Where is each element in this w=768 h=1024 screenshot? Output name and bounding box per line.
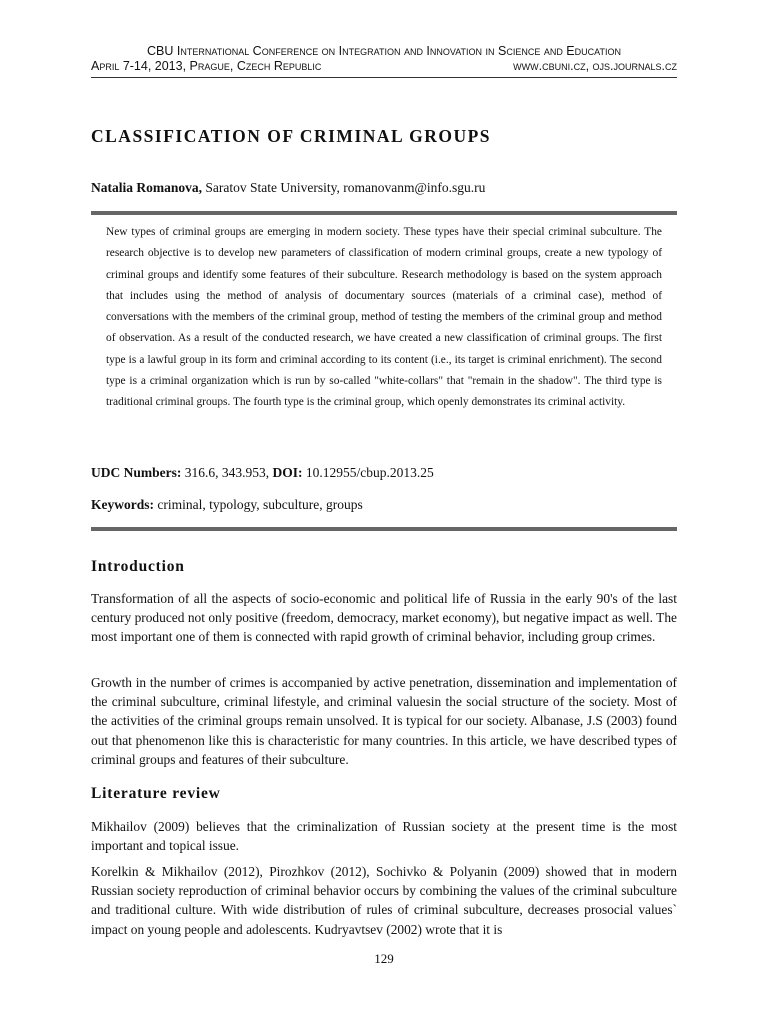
doi-label: DOI: [272, 465, 303, 480]
keywords-label: Keywords: [91, 497, 154, 512]
udc-line [91, 465, 434, 481]
author-name: Natalia Romanova, [91, 180, 202, 195]
abstract-bottom-rule [91, 527, 677, 531]
conference-website[interactable]: www.cbuni.cz, ojs.journals.cz [513, 59, 677, 73]
paper-title: CLASSIFICATION OF CRIMINAL GROUPS [91, 126, 492, 146]
abstract: New types of criminal groups are emerging in modern society. These types have their special criminal subculture. The research objective is to develop new parameters of classification of modern criminal groups, create a new typology of criminal groups and identify some features of their subculture. Research methodology is based on the system approach that includes using the method of analysis of documentary sources (materials of a criminal case), method of conversations with the members of the criminal group, method of testing the members of the criminal group and method of observation. As a result of the conducted research, we have created a new classification of criminal groups. The first type is a lawful group in its form and criminal according to its content (i.e., its target is criminal enrichment). The second type is a criminal organization which is run by so-called "white-collars" that "remain in the shadow". The third type is traditional criminal groups. The fourth type is the criminal group, which openly demonstrates its criminal activity. [106, 226, 662, 409]
abstract-top-rule [91, 211, 677, 215]
page-number: 129 [374, 951, 394, 966]
header-line-2 [91, 59, 677, 73]
conference-date-location: April 7-14, 2013, Prague, Czech Republic [91, 59, 322, 73]
udc-value: 316.6, 343.953, [181, 465, 273, 480]
introduction-paragraph-2: Growth in the number of crimes is accompanied by active penetration, dissemination and implementation of the criminal subculture, criminal lifestyle, and criminal valuesin the social structure of the society. Most of the activities of the criminal groups remain unsolved. It is typical for our society. Albanase, J.S (2003) found out that phenomenon like this is characteristic for many countries. In this article, we have described types of criminal groups and features of their subculture. [91, 675, 677, 767]
keywords-line [91, 497, 363, 513]
author-affiliation: Saratov State University, romanovanm@info.sgu.ru [202, 180, 486, 195]
literature-review-heading: Literature review [91, 785, 221, 802]
conference-name: CBU International Conference on Integration and Innovation in Science and Education [147, 44, 621, 58]
keywords-value: criminal, typology, subculture, groups [154, 497, 363, 512]
author-line [91, 180, 485, 196]
literature-review-paragraph-2: Korelkin & Mikhailov (2012), Pirozhkov (2012), Sochivko & Polyanin (2009) showed that in modern Russian society reproduction of criminal behavior occurs by combining the values of the criminal subculture and traditional culture. With wide distribution of rules of criminal subculture, decreases prosocial values` impact on young people and adolescents. Kudryavtsev (2002) wrote that it is [91, 864, 677, 937]
literature-review-paragraph-1: Mikhailov (2009) believes that the criminalization of Russian society at the present time is the most important and topical issue. [91, 819, 677, 854]
doi-value[interactable]: 10.12955/cbup.2013.25 [302, 465, 434, 480]
introduction-heading: Introduction [91, 558, 185, 575]
running-header [91, 44, 677, 73]
introduction-paragraph-1: Transformation of all the aspects of socio-economic and political life of Russia in the early 90's of the last century produced not only positive (freedom, democracy, market economy), but negative impact as well. The most important one of them is connected with rapid growth of criminal behavior, including group crimes. [91, 591, 677, 645]
udc-label: UDC Numbers: [91, 465, 182, 480]
header-rule [91, 77, 677, 78]
